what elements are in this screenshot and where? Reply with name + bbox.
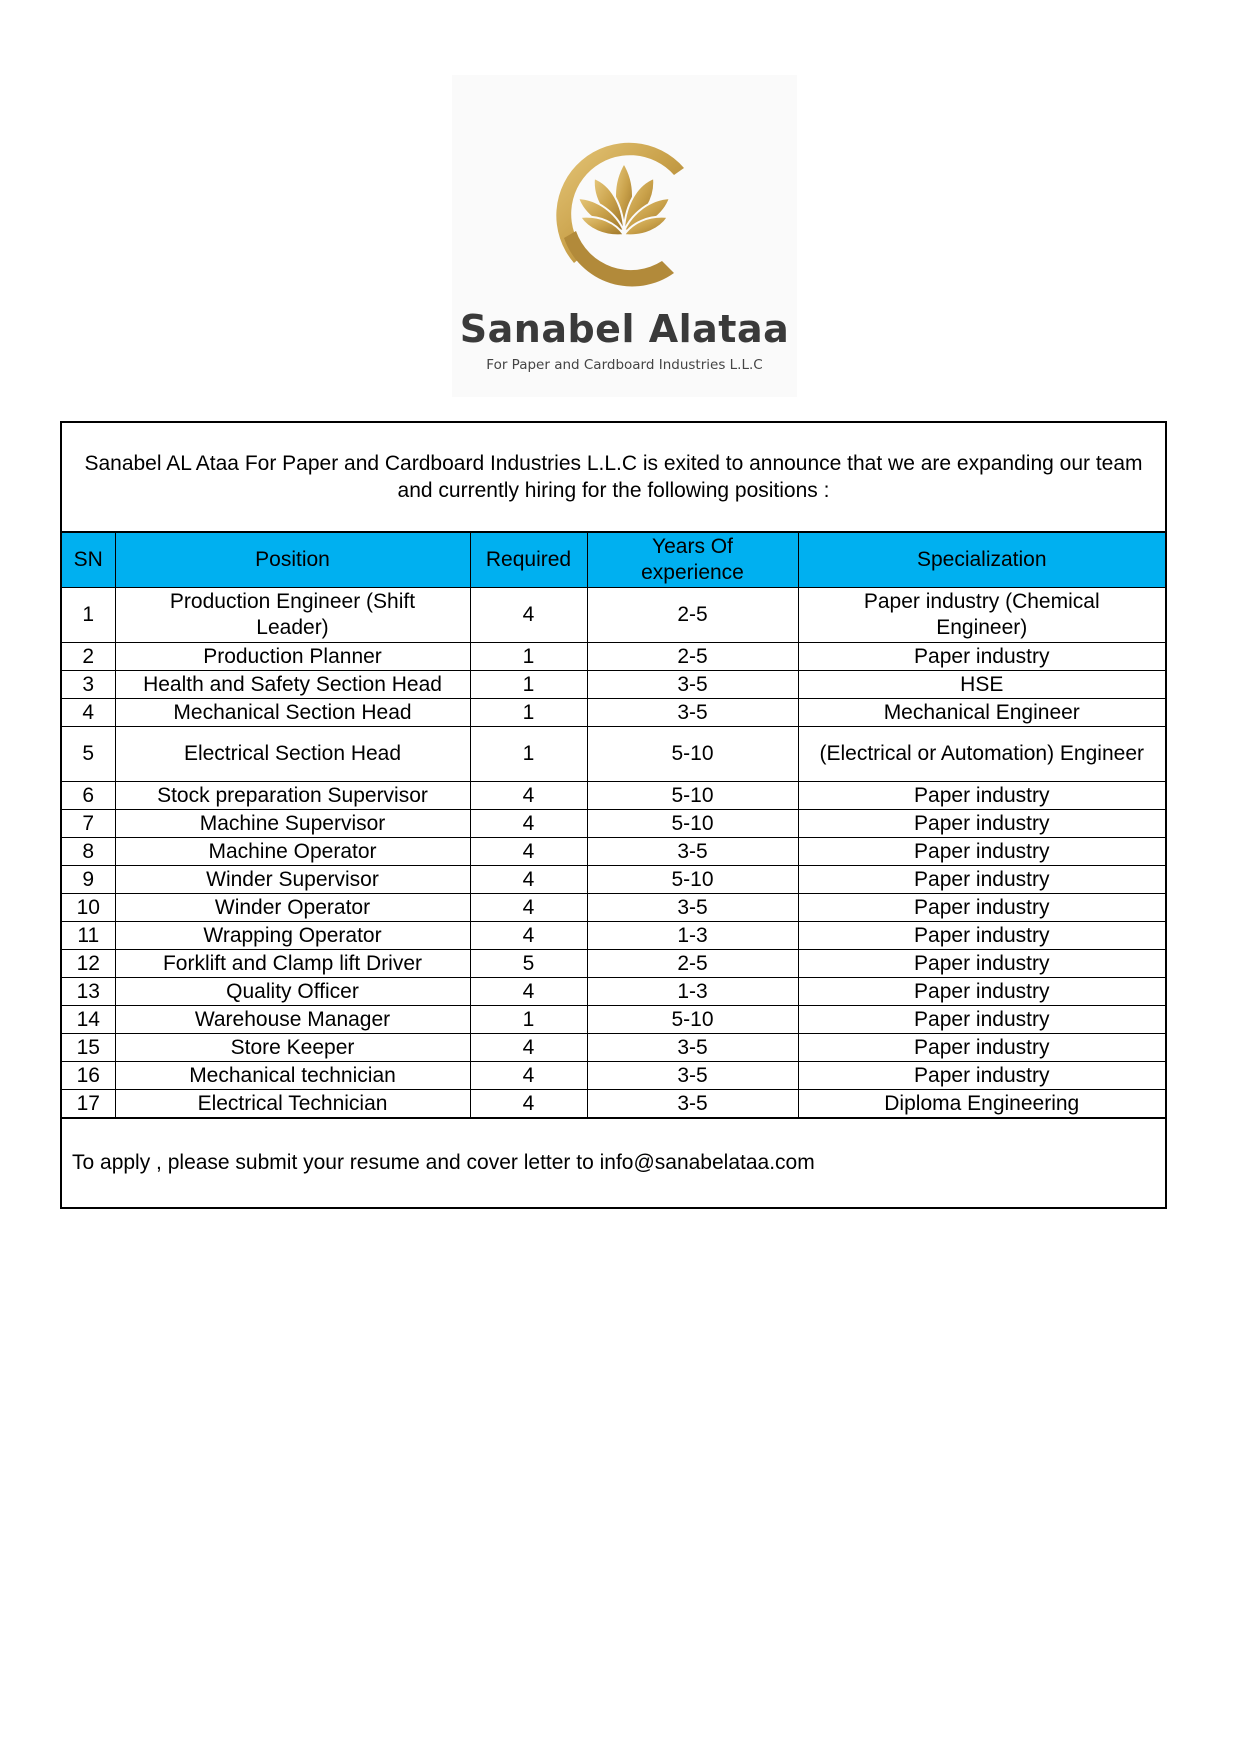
table-row: [62, 810, 1165, 838]
position-cell: Winder Supervisor: [115, 866, 470, 894]
position-cell: Mechanical technician: [115, 1062, 470, 1090]
position-cell: Mechanical Section Head: [115, 699, 470, 727]
experience-cell: 5-10: [587, 810, 798, 838]
table-row: [62, 643, 1165, 671]
required-cell: 4: [470, 1062, 587, 1090]
position-cell: Forklift and Clamp lift Driver: [115, 950, 470, 978]
specialization-cell: Paper industry: [798, 894, 1165, 922]
specialization-cell: Paper industry: [798, 810, 1165, 838]
experience-cell: 2-5: [587, 950, 798, 978]
brand-name: Sanabel Alataa: [459, 307, 790, 351]
table-row: [62, 894, 1165, 922]
experience-cell: 2-5: [587, 588, 798, 643]
specialization-cell: Mechanical Engineer: [798, 699, 1165, 727]
sn-cell: 11: [62, 922, 115, 950]
specialization-cell: Paper industry: [798, 1006, 1165, 1034]
required-cell: 1: [470, 643, 587, 671]
specialization-cell: Paper industry: [798, 782, 1165, 810]
positions-table: [62, 533, 1165, 1119]
experience-cell: 5-10: [587, 866, 798, 894]
header-experience: Years Of experience: [587, 533, 798, 588]
position-cell: Warehouse Manager: [115, 1006, 470, 1034]
required-cell: 4: [470, 838, 587, 866]
experience-cell: 3-5: [587, 894, 798, 922]
table-row: [62, 866, 1165, 894]
sn-cell: 3: [62, 671, 115, 699]
specialization-cell: Paper industry: [798, 866, 1165, 894]
table-row: [62, 1006, 1165, 1034]
experience-cell: 5-10: [587, 727, 798, 782]
position-cell: Stock preparation Supervisor: [115, 782, 470, 810]
table-row: [62, 588, 1165, 643]
sn-cell: 15: [62, 1034, 115, 1062]
required-cell: 4: [470, 1090, 587, 1119]
table-header-row: [62, 533, 1165, 588]
required-cell: 4: [470, 866, 587, 894]
position-cell: Health and Safety Section Head: [115, 671, 470, 699]
required-cell: 4: [470, 782, 587, 810]
experience-cell: 3-5: [587, 838, 798, 866]
table-row: [62, 782, 1165, 810]
sn-cell: 13: [62, 978, 115, 1006]
header-sn: SN: [62, 533, 115, 588]
required-cell: 4: [470, 1034, 587, 1062]
sn-cell: 4: [62, 699, 115, 727]
table-row: [62, 1034, 1165, 1062]
sn-cell: 2: [62, 643, 115, 671]
sn-cell: 1: [62, 588, 115, 643]
apply-instructions: To apply , please submit your resume and cover letter to info@sanabelataa.com: [72, 1151, 815, 1174]
specialization-cell: Paper industry: [798, 643, 1165, 671]
experience-cell: 3-5: [587, 699, 798, 727]
experience-cell: 5-10: [587, 1006, 798, 1034]
experience-cell: 2-5: [587, 643, 798, 671]
position-cell: Machine Supervisor: [115, 810, 470, 838]
table-row: [62, 978, 1165, 1006]
specialization-cell: Paper industry: [798, 838, 1165, 866]
sn-cell: 16: [62, 1062, 115, 1090]
table-row: [62, 699, 1165, 727]
required-cell: 4: [470, 588, 587, 643]
sn-cell: 9: [62, 866, 115, 894]
specialization-cell: Paper industry (Chemical Engineer): [798, 588, 1165, 643]
sn-cell: 12: [62, 950, 115, 978]
specialization-cell: Paper industry: [798, 978, 1165, 1006]
table-row: [62, 1090, 1165, 1119]
job-announcement: [60, 421, 1167, 1209]
header-position: Position: [115, 533, 470, 588]
specialization-cell: Diploma Engineering: [798, 1090, 1165, 1119]
required-cell: 4: [470, 922, 587, 950]
lotus-ring-icon: [534, 113, 714, 293]
specialization-cell: Paper industry: [798, 922, 1165, 950]
company-logo: [452, 75, 797, 397]
table-row: [62, 950, 1165, 978]
position-cell: Production Engineer (Shift Leader): [115, 588, 470, 643]
experience-cell: 3-5: [587, 1090, 798, 1119]
position-cell: Wrapping Operator: [115, 922, 470, 950]
specialization-cell: Paper industry: [798, 1034, 1165, 1062]
table-row: [62, 1062, 1165, 1090]
position-cell: Electrical Technician: [115, 1090, 470, 1119]
sn-cell: 6: [62, 782, 115, 810]
specialization-cell: (Electrical or Automation) Engineer: [798, 727, 1165, 782]
required-cell: 1: [470, 671, 587, 699]
table-row: [62, 727, 1165, 782]
position-cell: Quality Officer: [115, 978, 470, 1006]
experience-cell: 3-5: [587, 671, 798, 699]
table-row: [62, 838, 1165, 866]
position-cell: Winder Operator: [115, 894, 470, 922]
position-cell: Production Planner: [115, 643, 470, 671]
required-cell: 4: [470, 810, 587, 838]
sn-cell: 5: [62, 727, 115, 782]
header-required: Required: [470, 533, 587, 588]
experience-cell: 5-10: [587, 782, 798, 810]
sn-cell: 17: [62, 1090, 115, 1119]
table-row: [62, 922, 1165, 950]
position-cell: Machine Operator: [115, 838, 470, 866]
required-cell: 5: [470, 950, 587, 978]
header-specialization: Specialization: [798, 533, 1165, 588]
specialization-cell: Paper industry: [798, 950, 1165, 978]
experience-cell: 1-3: [587, 922, 798, 950]
experience-cell: 1-3: [587, 978, 798, 1006]
table-row: [62, 671, 1165, 699]
specialization-cell: Paper industry: [798, 1062, 1165, 1090]
experience-cell: 3-5: [587, 1062, 798, 1090]
brand-subtitle: For Paper and Cardboard Industries L.L.C: [486, 357, 763, 373]
required-cell: 4: [470, 894, 587, 922]
specialization-cell: HSE: [798, 671, 1165, 699]
required-cell: 1: [470, 727, 587, 782]
sn-cell: 8: [62, 838, 115, 866]
required-cell: 4: [470, 978, 587, 1006]
position-cell: Electrical Section Head: [115, 727, 470, 782]
sn-cell: 14: [62, 1006, 115, 1034]
experience-cell: 3-5: [587, 1034, 798, 1062]
sn-cell: 7: [62, 810, 115, 838]
sn-cell: 10: [62, 894, 115, 922]
required-cell: 1: [470, 1006, 587, 1034]
required-cell: 1: [470, 699, 587, 727]
intro-text: Sanabel AL Ataa For Paper and Cardboard Industries L.L.C is exited to announce that we are expanding our team and currently hiring for the following positions :: [62, 423, 1165, 533]
position-cell: Store Keeper: [115, 1034, 470, 1062]
